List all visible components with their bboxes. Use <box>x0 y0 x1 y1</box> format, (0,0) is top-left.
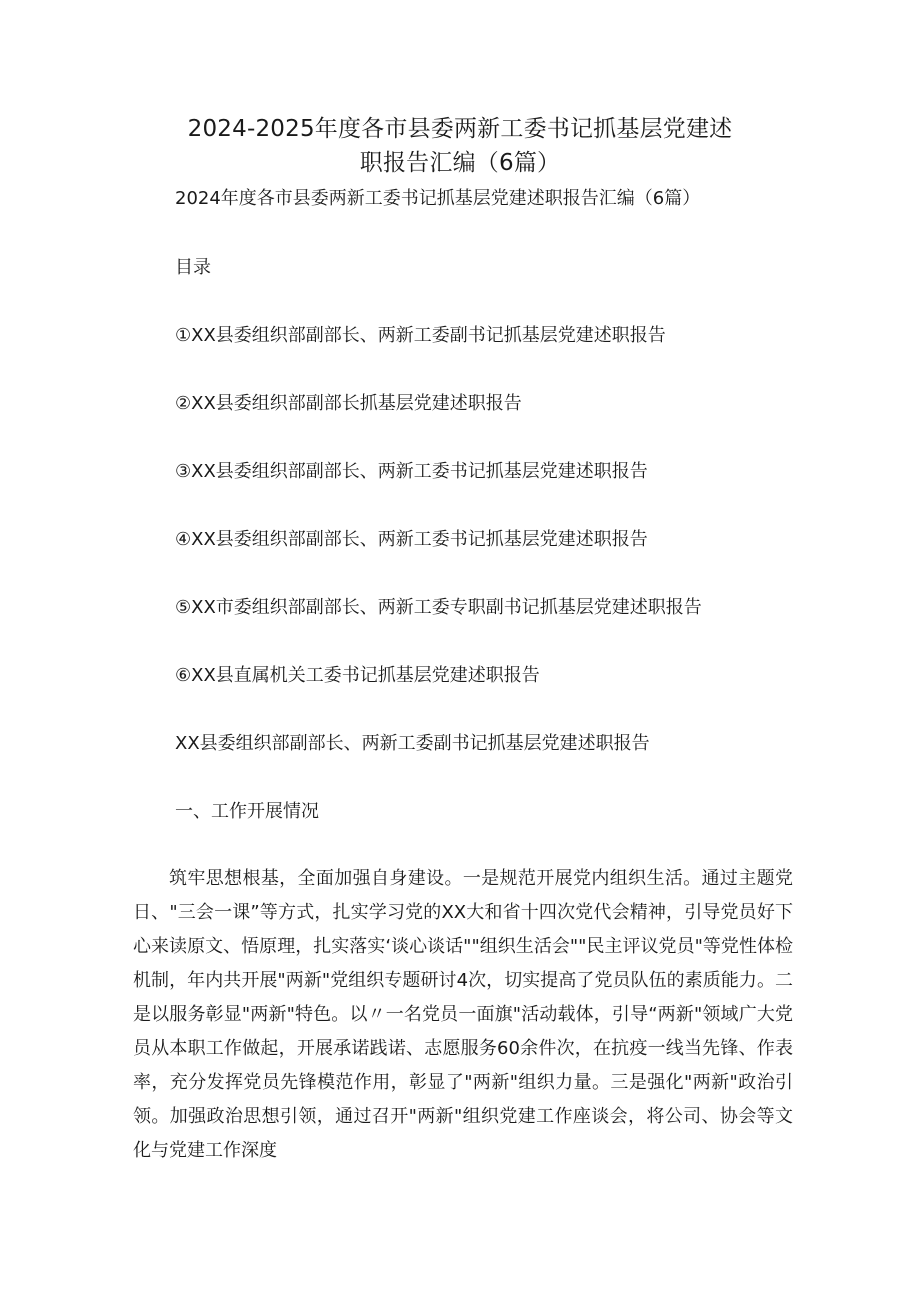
document-title-line-1: 2024-2025年度各市县委两新工委书记抓基层党建述 <box>187 116 733 142</box>
section-heading: 一、工作开展情况 <box>175 801 319 822</box>
toc-item-6: ⑥XX县直属机关工委书记抓基层党建述职报告 <box>175 665 540 686</box>
report-title: XX县委组织部副部长、两新工委副书记抓基层党建述职报告 <box>175 733 650 754</box>
toc-item-2: ②XX县委组织部副部长抓基层党建述职报告 <box>175 393 522 414</box>
document-title-line-2: 职报告汇编（6篇） <box>359 150 561 176</box>
toc-item-3: ③XX县委组织部副部长、两新工委书记抓基层党建述职报告 <box>175 461 648 482</box>
document-subtitle: 2024年度各市县委两新工委书记抓基层党建述职报告汇编（6篇） <box>175 188 701 209</box>
toc-heading: 目录 <box>175 257 211 278</box>
toc-item-1: ①XX县委组织部副部长、两新工委副书记抓基层党建述职报告 <box>175 325 666 346</box>
body-paragraph: 筑牢思想根基，全面加强自身建设。一是规范开展党内组织生活。通过主题党日、"三会一课”等方式，扎实学习党的XX大和省十四次党代会精神，引导党员好下心来读原文、悟原理，扎实落实‘谈心谈话""组织生活会""民主评议党员"等党性体检机制，年内共开展"两新"党组织专题研讨4次，切实提高了党员队伍的素质能力。二是以服务彰显"两新"特色。以〃一名党员一面旗"活动载体，引导“两新"领域广大党员从本职工作做起，开展承诺践诺、志愿服务60余件次，在抗疫一线当先锋、作表率，充分发挥党员先锋模范作用，彰显了"两新"组织力量。三是强化"两新"政治引领。加强政治思想引领，通过召开"两新"组织党建工作座谈会，将公司、协会等文化与党建工作深度 <box>133 868 793 1161</box>
toc-item-4: ④XX县委组织部副部长、两新工委书记抓基层党建述职报告 <box>175 529 648 550</box>
toc-item-5: ⑤XX市委组织部副部长、两新工委专职副书记抓基层党建述职报告 <box>175 597 702 618</box>
